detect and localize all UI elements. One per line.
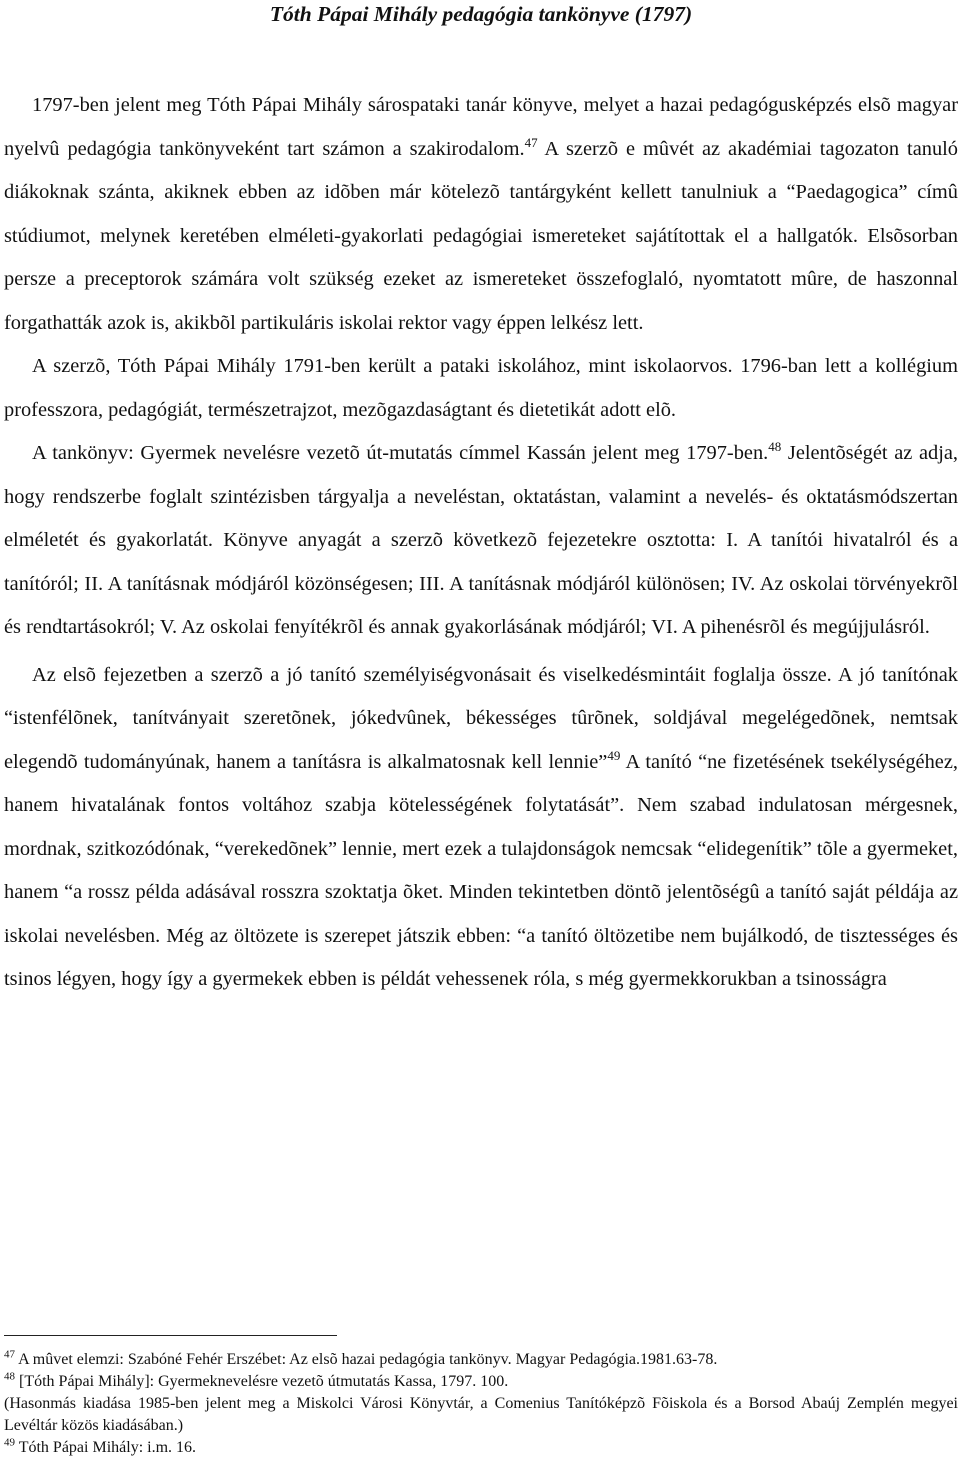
footnote-text: A mûvet elemzi: Szabóné Fehér Erszébet: Az elsõ hazai pedagógia tankönyv. Magyar Pedagógia.1981.63-78. xyxy=(15,1351,718,1368)
document-page xyxy=(4,0,959,1456)
footnote-48 xyxy=(4,1371,958,1393)
paragraph-3-text-a: A tankönyv: Gyermek nevelésre vezetõ út-mutatás címmel Kassán jelent meg 1797-ben. xyxy=(32,442,769,464)
footnote-text: Tóth Pápai Mihály: i.m. 16. xyxy=(15,1439,197,1456)
footnote-text: [Tóth Pápai Mihály]: Gyermeknevelésre vezetõ útmutatás Kassa, 1797. 100. xyxy=(15,1373,509,1390)
document-title: Tóth Pápai Mihály pedagógia tankönyve (1797) xyxy=(269,2,693,26)
footnote-ref-49[interactable]: 49 xyxy=(607,747,621,763)
paragraph-4 xyxy=(4,654,958,1002)
paragraph-1-text-a: 1797-ben jelent meg Tóth Pápai Mihály sárospataki tanár könyve, melyet a hazai pedagógusképzés elsõ magyar nyelvû pedagógia tankönyveként tart számon a szakirodalom. xyxy=(4,94,958,160)
footnote-47 xyxy=(4,1349,958,1371)
footnote-number: 48 xyxy=(4,1370,15,1383)
paragraph-3-text-b: Jelentõségét az adja, hogy rendszerbe foglalt szintézisben tárgyalja a neveléstan, oktatástan, valamint a nevelés- és oktatásmódszertan elméletét és gyakorlatát. Könyve anyagát a szerzõ következõ fejezetekre osztotta: I. A tanítói hivatalról és a tanítóról; II. A tanításnak módjáról közönségesen; III. A tanításnak módjáról különösen; IV. Az oskolai törvényekrõl és rendtartásokról; V. Az oskolai fenyítékrõl és annak gyakorlásának módjáról; VI. A pihenésrõl és megújjulásról. xyxy=(4,442,959,638)
paragraph-3 xyxy=(4,432,958,650)
footnote-48-continuation: (Hasonmás kiadása 1985-ben jelent meg a Miskolci Városi Könyvtár, a Comenius Tanítóképzõ Fõiskola és a Borsod Abaúj Zemplén megyei Levéltár közös kiadásában.) xyxy=(4,1395,958,1434)
body-text xyxy=(4,84,958,1002)
footnote-ref-47[interactable]: 47 xyxy=(524,134,538,150)
paragraph-1-text-b: A szerzõ e mûvét az akadémiai tagozaton tanuló diákoknak szánta, akiknek ebben az idõben már kötelezõ tantárgyként kellett tanulniuk a “Paedagogica” címû stúdiumot, melynek keretében elméleti-gyakorlati pedagógiai ismereteket sajátítottak el a hallgatók. Elsõsorban persze a preceptorok számára volt szükség ezeket az ismereteket összefoglaló, nyomtatott mûre, de haszonnal forgathatták azok is, akikbõl partikuláris iskolai rektor vagy éppen lelkész lett. xyxy=(4,137,958,334)
paragraph-2-text-a: A szerzõ, Tóth Pápai Mihály 1791-ben került a pataki iskolához, mint iskolaorvos. 1796-ban lett a kollégium professzora, pedagógiát, természetrajzot, mezõgazdaságtant és dietetikát adott elõ. xyxy=(4,355,958,421)
paragraph-1 xyxy=(4,84,958,345)
paragraph-4-text-b: A tanító “ne fizetésének tsekélységéhez, hanem hivatalának fontos voltához szabja kötelességének folytatását”. Nem szabad indulatosan mérgesnek, mordnak, szitkozódónak, “verekedõnek” lennie, mert ezek a tulajdonságok nemcsak “elidegenítik” tõle a gyermeket, hanem “a rossz példa adásával rosszra szoktatja õket. Minden tekintetben döntõ jelentõségû a tanító saját példája az iskolai nevelésben. Még az öltözete is szerepet játszik ebben: “a tanító öltözetibe nem bujálkodó, de tisztességes és tsinos légyen, hogy így a gyermekek ebben is példát vehessenek róla, s még gyermekkorukban a tsinosságra xyxy=(4,750,958,990)
footnote-49 xyxy=(4,1437,958,1459)
footnote-number: 47 xyxy=(4,1348,15,1361)
paragraph-4-text-a: Az elsõ fejezetben a szerzõ a jó tanító személyiségvonásait és viselkedésmintáit foglalja össze. A jó tanítónak “istenfélõnek, tanítványait szeretõnek, jókedvûnek, békességes tûrõnek, soldjával megelégedõnek, nemtsak elegendõ tudományúnak, hanem a tanításra is alkalmatosnak kell lennie” xyxy=(4,663,958,773)
footnote-number: 49 xyxy=(4,1436,15,1449)
footnotes xyxy=(4,1349,958,1459)
footnote-ref-48[interactable]: 48 xyxy=(768,439,782,455)
paragraph-2 xyxy=(4,345,958,432)
footnote-separator xyxy=(4,1335,337,1336)
